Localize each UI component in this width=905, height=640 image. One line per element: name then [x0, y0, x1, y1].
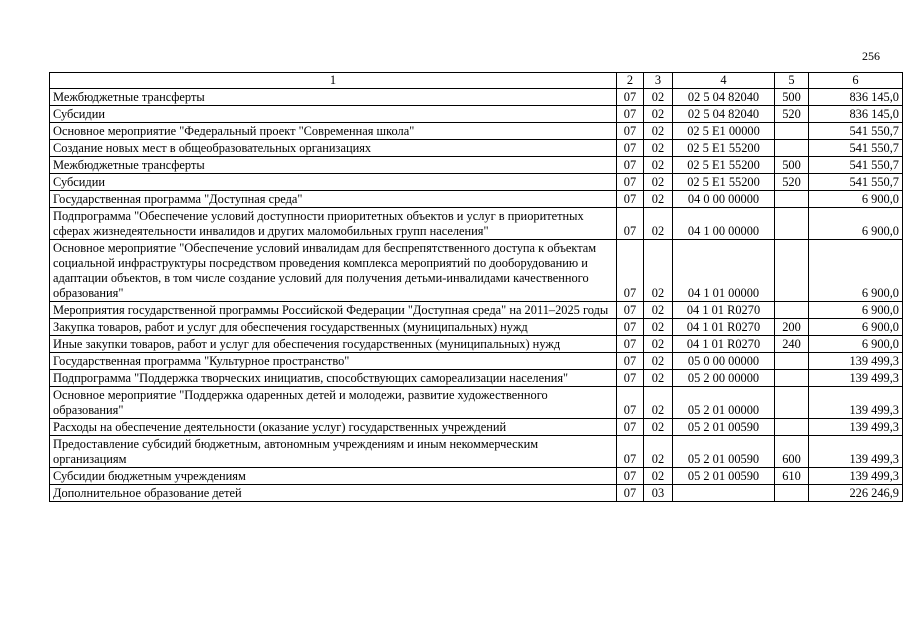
cell-section: 07: [617, 370, 644, 387]
table-row: [50, 370, 903, 387]
cell-target-article: 02 5 04 82040: [673, 89, 775, 106]
cell-subsection: 02: [644, 468, 673, 485]
column-header: 6: [809, 73, 903, 89]
cell-target-article: 02 5 E1 00000: [673, 123, 775, 140]
cell-name: Предоставление субсидий бюджетным, автономным учреждениям и иным некоммерческим организациям: [50, 436, 617, 468]
column-header: 5: [775, 73, 809, 89]
table-row: [50, 157, 903, 174]
cell-subsection: 02: [644, 208, 673, 240]
cell-name: Субсидии бюджетным учреждениям: [50, 468, 617, 485]
cell-expense-type: [775, 208, 809, 240]
cell-name: Дополнительное образование детей: [50, 485, 617, 502]
cell-expense-type: 520: [775, 174, 809, 191]
cell-target-article: 05 2 00 00000: [673, 370, 775, 387]
cell-name: Мероприятия государственной программы Российской Федерации "Доступная среда" на 2011–2025 годы: [50, 302, 617, 319]
cell-expense-type: 240: [775, 336, 809, 353]
column-header: 4: [673, 73, 775, 89]
cell-section: 07: [617, 106, 644, 123]
cell-subsection: 02: [644, 370, 673, 387]
cell-name: Основное мероприятие "Обеспечение условий инвалидам для беспрепятственного доступа к объектам социальной инфраструктуры посредством проведения комплекса мероприятий по дооборудованию и адаптации объектов, в том числе создание условий для получения детьми-инвалидами качественного образования": [50, 240, 617, 302]
cell-section: 07: [617, 240, 644, 302]
cell-name: Основное мероприятие "Федеральный проект "Современная школа": [50, 123, 617, 140]
cell-target-article: 02 5 E1 55200: [673, 174, 775, 191]
cell-section: 07: [617, 436, 644, 468]
cell-name: Государственная программа "Культурное пространство": [50, 353, 617, 370]
cell-section: 07: [617, 302, 644, 319]
cell-amount: 6 900,0: [809, 319, 903, 336]
cell-name: Подпрограмма "Обеспечение условий доступности приоритетных объектов и услуг в приоритетных сферах жизнедеятельности инвалидов и других маломобильных групп населения": [50, 208, 617, 240]
cell-target-article: 05 2 01 00000: [673, 387, 775, 419]
cell-subsection: 02: [644, 353, 673, 370]
table-row: [50, 123, 903, 140]
cell-expense-type: 600: [775, 436, 809, 468]
cell-section: 07: [617, 387, 644, 419]
cell-target-article: 02 5 E1 55200: [673, 140, 775, 157]
cell-expense-type: [775, 140, 809, 157]
table-row: [50, 353, 903, 370]
cell-expense-type: 200: [775, 319, 809, 336]
table-row: [50, 208, 903, 240]
cell-section: 07: [617, 353, 644, 370]
cell-name: Межбюджетные трансферты: [50, 157, 617, 174]
table-row: [50, 468, 903, 485]
cell-target-article: [673, 485, 775, 502]
cell-amount: 139 499,3: [809, 419, 903, 436]
cell-target-article: 05 2 01 00590: [673, 419, 775, 436]
table-row: [50, 106, 903, 123]
cell-amount: 139 499,3: [809, 468, 903, 485]
cell-target-article: 04 1 01 R0270: [673, 319, 775, 336]
table-row: [50, 336, 903, 353]
cell-section: 07: [617, 485, 644, 502]
budget-table: [49, 72, 903, 502]
cell-subsection: 02: [644, 436, 673, 468]
cell-name: Расходы на обеспечение деятельности (оказание услуг) государственных учреждений: [50, 419, 617, 436]
cell-name: Подпрограмма "Поддержка творческих инициатив, способствующих самореализации населения": [50, 370, 617, 387]
page-number: 256: [862, 49, 880, 63]
cell-section: 07: [617, 336, 644, 353]
cell-amount: 836 145,0: [809, 89, 903, 106]
table-row: [50, 240, 903, 302]
cell-subsection: 03: [644, 485, 673, 502]
cell-subsection: 02: [644, 123, 673, 140]
column-header: 1: [50, 73, 617, 89]
cell-subsection: 02: [644, 387, 673, 419]
column-header: 3: [644, 73, 673, 89]
table-row: [50, 387, 903, 419]
cell-amount: 836 145,0: [809, 106, 903, 123]
cell-subsection: 02: [644, 140, 673, 157]
cell-name: Государственная программа "Доступная среда": [50, 191, 617, 208]
cell-amount: 139 499,3: [809, 353, 903, 370]
cell-subsection: 02: [644, 174, 673, 191]
cell-expense-type: 610: [775, 468, 809, 485]
cell-name: Субсидии: [50, 106, 617, 123]
cell-target-article: 05 0 00 00000: [673, 353, 775, 370]
cell-expense-type: [775, 485, 809, 502]
column-header: 2: [617, 73, 644, 89]
cell-name: Иные закупки товаров, работ и услуг для обеспечения государственных (муниципальных) нужд: [50, 336, 617, 353]
cell-target-article: 04 1 01 R0270: [673, 336, 775, 353]
cell-target-article: 04 0 00 00000: [673, 191, 775, 208]
cell-section: 07: [617, 419, 644, 436]
cell-expense-type: [775, 240, 809, 302]
cell-target-article: 05 2 01 00590: [673, 468, 775, 485]
table-row: [50, 174, 903, 191]
table-row: [50, 89, 903, 106]
cell-amount: 6 900,0: [809, 302, 903, 319]
cell-amount: 541 550,7: [809, 123, 903, 140]
cell-name: Создание новых мест в общеобразовательных организациях: [50, 140, 617, 157]
cell-target-article: 04 1 00 00000: [673, 208, 775, 240]
cell-subsection: 02: [644, 191, 673, 208]
cell-name: Основное мероприятие "Поддержка одаренных детей и молодежи, развитие художественного образования": [50, 387, 617, 419]
cell-subsection: 02: [644, 419, 673, 436]
cell-name: Субсидии: [50, 174, 617, 191]
cell-amount: 541 550,7: [809, 140, 903, 157]
table-row: [50, 485, 903, 502]
cell-amount: 6 900,0: [809, 208, 903, 240]
cell-amount: 139 499,3: [809, 370, 903, 387]
cell-amount: 541 550,7: [809, 157, 903, 174]
table-row: [50, 319, 903, 336]
cell-section: 07: [617, 191, 644, 208]
cell-amount: 6 900,0: [809, 191, 903, 208]
cell-amount: 6 900,0: [809, 240, 903, 302]
table-row: [50, 419, 903, 436]
cell-expense-type: [775, 387, 809, 419]
cell-amount: 139 499,3: [809, 436, 903, 468]
cell-subsection: 02: [644, 106, 673, 123]
cell-expense-type: [775, 370, 809, 387]
table-row: [50, 302, 903, 319]
cell-expense-type: [775, 353, 809, 370]
cell-section: 07: [617, 468, 644, 485]
table-row: [50, 140, 903, 157]
cell-expense-type: 500: [775, 89, 809, 106]
cell-target-article: 02 5 04 82040: [673, 106, 775, 123]
cell-section: 07: [617, 319, 644, 336]
cell-target-article: 05 2 01 00590: [673, 436, 775, 468]
cell-name: Межбюджетные трансферты: [50, 89, 617, 106]
cell-amount: 226 246,9: [809, 485, 903, 502]
cell-expense-type: [775, 191, 809, 208]
cell-subsection: 02: [644, 336, 673, 353]
cell-section: 07: [617, 208, 644, 240]
cell-expense-type: [775, 123, 809, 140]
cell-section: 07: [617, 123, 644, 140]
cell-subsection: 02: [644, 157, 673, 174]
cell-section: 07: [617, 89, 644, 106]
cell-subsection: 02: [644, 240, 673, 302]
cell-section: 07: [617, 174, 644, 191]
table-row: [50, 436, 903, 468]
cell-target-article: 04 1 01 00000: [673, 240, 775, 302]
cell-subsection: 02: [644, 302, 673, 319]
cell-expense-type: [775, 302, 809, 319]
cell-amount: 6 900,0: [809, 336, 903, 353]
cell-amount: 541 550,7: [809, 174, 903, 191]
table-row: [50, 191, 903, 208]
table-header-row: [50, 73, 903, 89]
cell-subsection: 02: [644, 319, 673, 336]
cell-expense-type: 500: [775, 157, 809, 174]
cell-amount: 139 499,3: [809, 387, 903, 419]
cell-expense-type: [775, 419, 809, 436]
cell-expense-type: 520: [775, 106, 809, 123]
cell-name: Закупка товаров, работ и услуг для обеспечения государственных (муниципальных) нужд: [50, 319, 617, 336]
cell-subsection: 02: [644, 89, 673, 106]
cell-section: 07: [617, 157, 644, 174]
cell-section: 07: [617, 140, 644, 157]
cell-target-article: 04 1 01 R0270: [673, 302, 775, 319]
cell-target-article: 02 5 E1 55200: [673, 157, 775, 174]
